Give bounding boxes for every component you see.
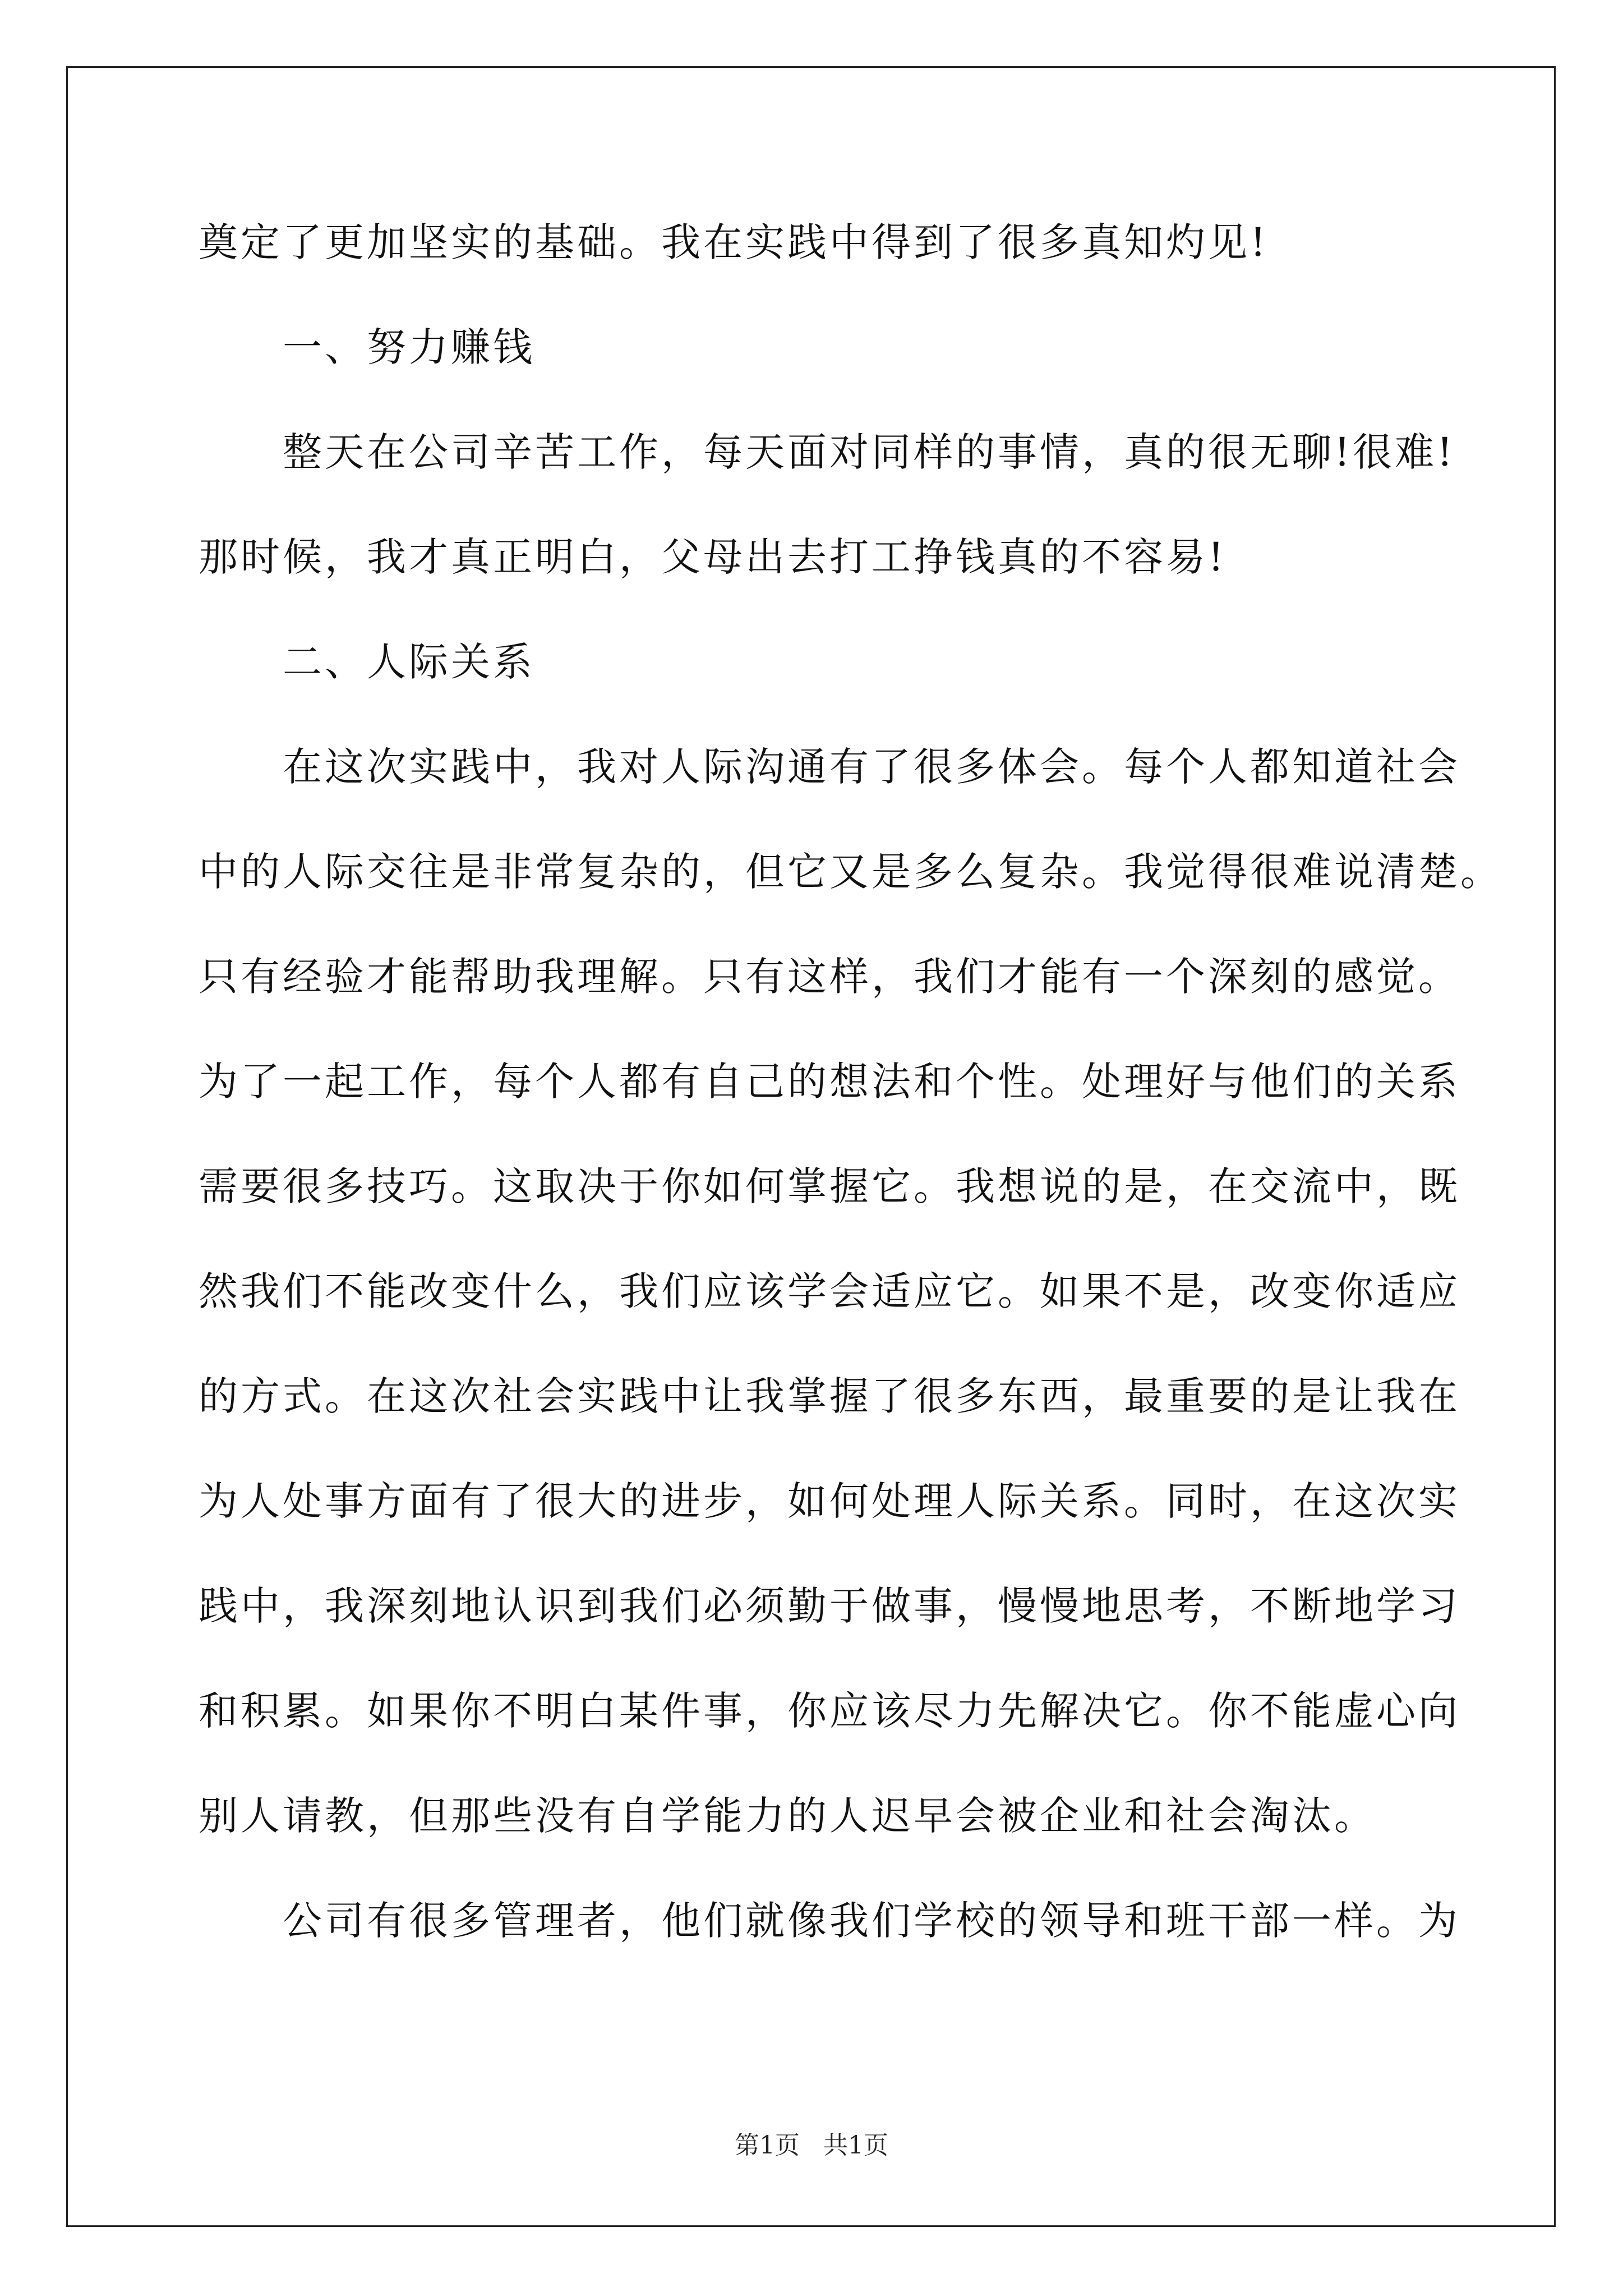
- page-total: 共1页: [823, 2131, 888, 2160]
- section-heading: 二、人际关系: [283, 639, 535, 685]
- text-line: 只有经验才能帮助我理解。只有这样，我们才能有一个深刻的感觉。: [199, 954, 1460, 1000]
- page-footer: [0, 2129, 1623, 2162]
- section-heading: 一、努力赚钱: [283, 324, 535, 370]
- page-number: 第1页: [735, 2131, 800, 2160]
- text-line: 在这次实践中，我对人际沟通有了很多体会。每个人都知道社会: [283, 744, 1460, 790]
- document-body: [199, 214, 1502, 1998]
- text-line: 公司有很多管理者，他们就像我们学校的领导和班干部一样。为: [283, 1898, 1460, 1944]
- text-line: 和积累。如果你不明白某件事，你应该尽力先解决它。你不能虚心向: [199, 1688, 1460, 1734]
- text-line: 践中，我深刻地认识到我们必须勤于做事，慢慢地思考，不断地学习: [199, 1583, 1460, 1629]
- text-line: 为了一起工作，每个人都有自己的想法和个性。处理好与他们的关系: [199, 1059, 1460, 1105]
- text-line: 那时候，我才真正明白，父母出去打工挣钱真的不容易!: [199, 534, 1227, 580]
- text-line: 的方式。在这次社会实践中让我掌握了很多东西，最重要的是让我在: [199, 1373, 1460, 1419]
- text-line: 别人请教，但那些没有自学能力的人迟早会被企业和社会淘汰。: [199, 1793, 1376, 1839]
- text-line: 整天在公司辛苦工作，每天面对同样的事情，真的很无聊!很难!: [283, 429, 1456, 475]
- text-line: 为人处事方面有了很大的进步，如何处理人际关系。同时，在这次实: [199, 1478, 1460, 1524]
- text-line: 奠定了更加坚实的基础。我在实践中得到了很多真知灼见!: [199, 219, 1269, 265]
- text-line: 需要很多技巧。这取决于你如何掌握它。我想说的是，在交流中，既: [199, 1163, 1460, 1209]
- text-line: 然我们不能改变什么，我们应该学会适应它。如果不是，改变你适应: [199, 1268, 1460, 1314]
- text-line: 中的人际交往是非常复杂的，但它又是多么复杂。我觉得很难说清楚。: [199, 849, 1502, 895]
